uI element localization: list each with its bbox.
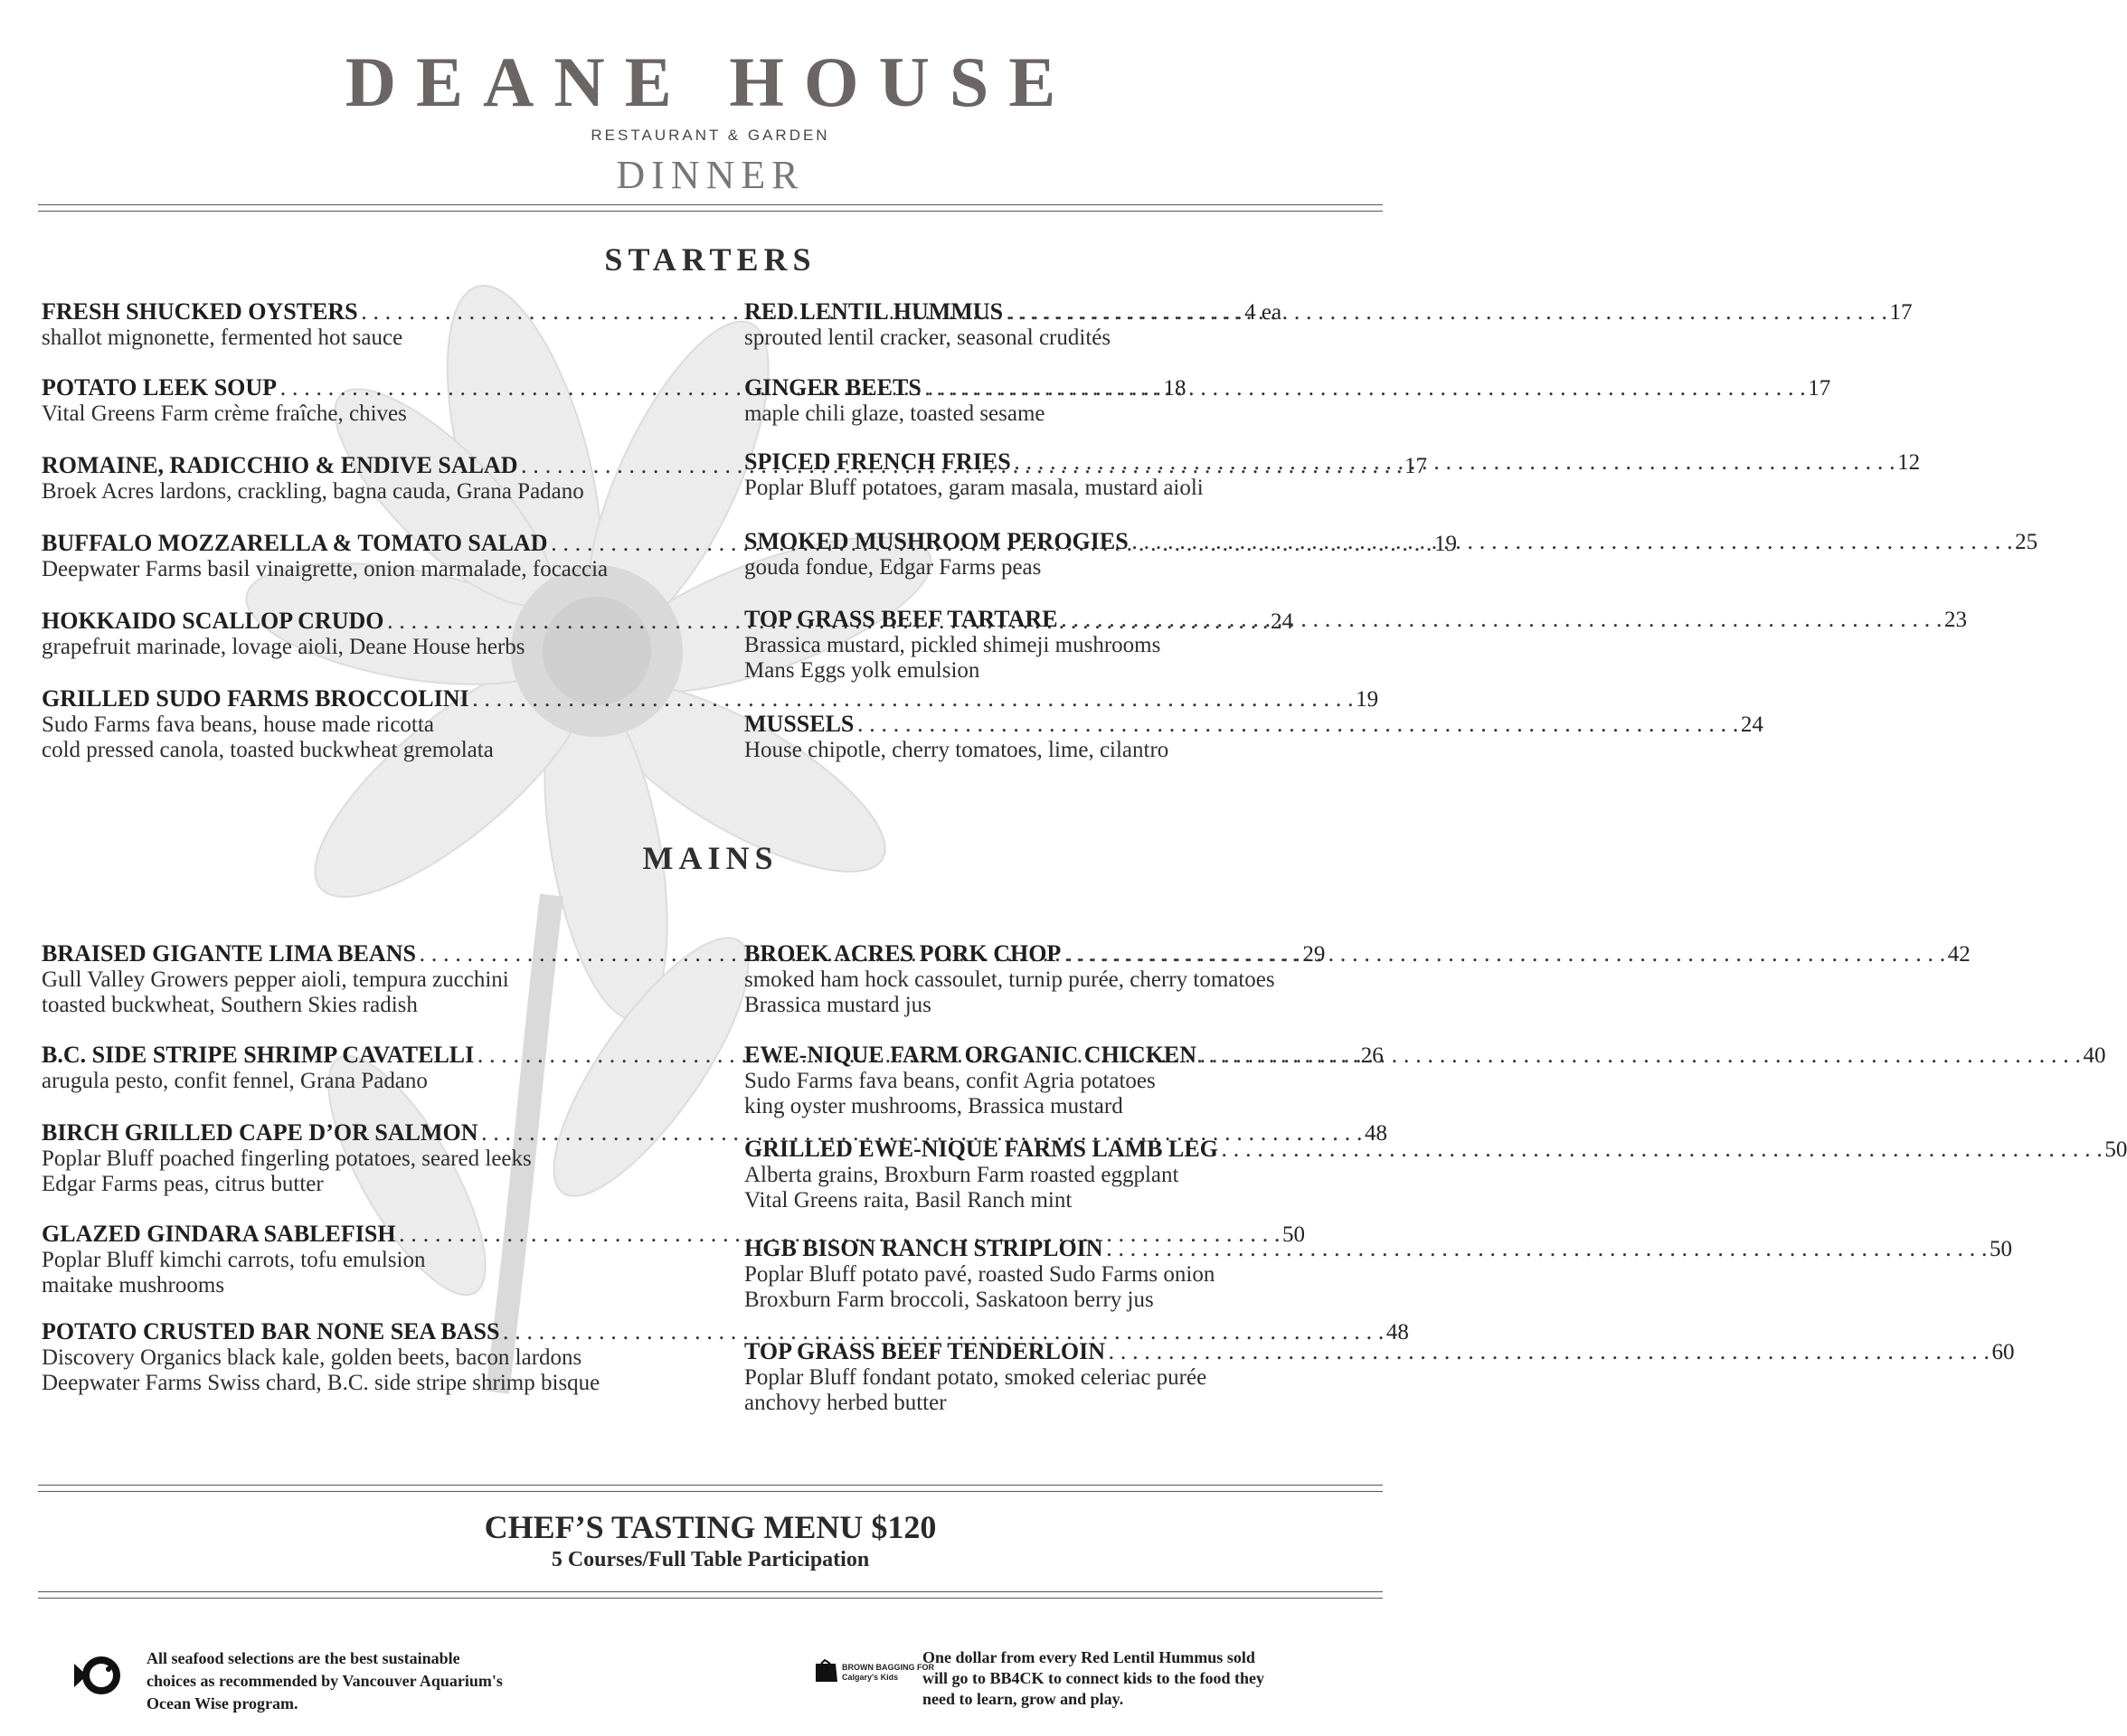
item-desc: sprouted lentil cracker, seasonal crudités: [744, 326, 1111, 350]
item-name: B.C. SIDE STRIPE SHRIMP CAVATELLI: [42, 1042, 475, 1068]
item-name: HGB BISON RANCH STRIPLOIN: [744, 1235, 1103, 1261]
bb4ck-note: One dollar from every Red Lentil Hummus sold will go to BB4CK to connect kids to the food they need to learn, grow and play.: [922, 1648, 1264, 1708]
item-desc: Brassica mustard jus: [744, 993, 931, 1017]
item-price: 17: [1808, 376, 1831, 401]
bb4ck-logo: [814, 1658, 934, 1685]
item-price: 60: [1991, 1340, 2015, 1364]
tasting-bottom-divider: [38, 1591, 1383, 1599]
item-price: 40: [2083, 1043, 2106, 1068]
item-price: 48: [1385, 1320, 1409, 1344]
item-price: 19: [1356, 687, 1379, 712]
tasting-title: CHEF’S TASTING MENU $120: [484, 1509, 937, 1545]
item-desc: Gull Valley Growers pepper aioli, tempura zucchini: [42, 967, 509, 992]
item-name: TOP GRASS BEEF TENDERLOIN: [744, 1338, 1106, 1364]
item-name: FRESH SHUCKED OYSTERS: [42, 298, 358, 325]
item-desc: Poplar Bluff potatoes, garam masala, mustard aioli: [744, 476, 1204, 500]
item-desc: gouda fondue, Edgar Farms peas: [744, 555, 1042, 580]
item-name: BRAISED GIGANTE LIMA BEANS: [42, 940, 416, 967]
item-desc: Deepwater Farms basil vinaigrette, onion marmalade, focaccia: [42, 557, 609, 581]
mains-title: MAINS: [642, 840, 779, 876]
item-desc: cold pressed canola, toasted buckwheat gremolata: [42, 738, 494, 762]
item-desc: Poplar Bluff poached fingerling potatoes, seared leeks: [42, 1146, 532, 1171]
item-desc: Poplar Bluff kimchi carrots, tofu emulsion: [42, 1248, 426, 1272]
item-price: 48: [1364, 1121, 1387, 1146]
item-desc: shallot mignonette, fermented hot sauce: [42, 326, 403, 350]
item-price: 24: [1740, 712, 1763, 737]
item-desc: anchovy herbed butter: [744, 1391, 947, 1415]
item-desc: Deepwater Farms Swiss chard, B.C. side stripe shrimp bisque: [42, 1371, 600, 1395]
starters-title: STARTERS: [604, 241, 817, 278]
tasting-subtitle: 5 Courses/Full Table Participation: [551, 1548, 870, 1571]
item-desc: grapefruit marinade, lovage aioli, Deane House herbs: [42, 635, 525, 659]
item-desc: House chipotle, cherry tomatoes, lime, cilantro: [744, 738, 1169, 762]
menu-item: [744, 298, 1913, 351]
item-desc: toasted buckwheat, Southern Skies radish: [42, 993, 418, 1017]
item-name: RED LENTIL HUMMUS: [744, 298, 1004, 325]
item-price: 24: [1270, 609, 1293, 634]
item-desc: Poplar Bluff fondant potato, smoked celeriac purée: [744, 1365, 1207, 1390]
item-desc: Broek Acres lardons, crackling, bagna cauda, Grana Padano: [42, 479, 584, 504]
item-desc: Vital Greens raita, Basil Ranch mint: [744, 1188, 1073, 1212]
menu-item: [744, 1136, 2127, 1213]
item-name: SPICED FRENCH FRIES: [744, 448, 1011, 475]
item-desc: Sudo Farms fava beans, house made ricotta: [42, 712, 434, 737]
menu-item: [744, 1042, 2106, 1119]
item-price: 23: [1944, 608, 1968, 632]
item-name: EWE-NIQUE FARM ORGANIC CHICKEN: [744, 1042, 1197, 1068]
item-price: 17: [1404, 454, 1427, 478]
item-name: POTATO LEEK SOUP: [42, 374, 278, 401]
menu-item: [744, 374, 1831, 427]
item-desc: Edgar Farms peas, citrus butter: [42, 1172, 324, 1196]
item-name: POTATO CRUSTED BAR NONE SEA BASS: [42, 1318, 500, 1344]
item-price: 50: [2104, 1137, 2127, 1162]
item-price: 29: [1302, 942, 1326, 967]
bb4ck-logo-line1: BROWN BAGGING FOR: [842, 1663, 934, 1672]
item-price: 25: [2015, 530, 2038, 554]
item-price: 18: [1163, 376, 1186, 401]
item-desc: arugula pesto, confit fennel, Grana Padano: [42, 1069, 428, 1093]
item-name: BIRCH GRILLED CAPE D’OR SALMON: [42, 1119, 478, 1146]
item-price: 12: [1897, 450, 1921, 475]
tasting-top-divider: [38, 1485, 1383, 1492]
item-price: 26: [1360, 1043, 1384, 1068]
menu-meal-title: DINNER: [616, 153, 805, 197]
item-name: ROMAINE, RADICCHIO & ENDIVE SALAD: [42, 452, 518, 478]
item-desc: Alberta grains, Broxburn Farm roasted eggplant: [744, 1163, 1179, 1187]
item-price: 19: [1434, 532, 1458, 556]
item-desc: Sudo Farms fava beans, confit Agria potatoes: [744, 1069, 1156, 1093]
item-name: GLAZED GINDARA SABLEFISH: [42, 1221, 396, 1247]
item-name: TOP GRASS BEEF TARTARE: [744, 606, 1058, 632]
item-desc: Poplar Bluff potato pavé, roasted Sudo Farms onion: [744, 1262, 1215, 1287]
restaurant-name: DEANE HOUSE: [345, 42, 1076, 121]
item-desc: Brassica mustard, pickled shimeji mushrooms: [744, 633, 1161, 657]
item-name: SMOKED MUSHROOM PEROGIES: [744, 528, 1129, 554]
menu-item: [744, 711, 1763, 763]
menu-item: [744, 1338, 2015, 1416]
menu-item: [744, 940, 1971, 1018]
item-desc: smoked ham hock cassoulet, turnip purée, cherry tomatoes: [744, 967, 1275, 992]
item-desc: maple chili glaze, toasted sesame: [744, 401, 1045, 426]
item-price: 17: [1889, 300, 1913, 325]
tasting-menu: [0, 1508, 1421, 1572]
ocean-wise-note: All seafood selections are the best sustainable choices as recommended by Vancouver Aquarium's Ocean Wise program.: [147, 1649, 503, 1712]
item-price: 50: [1282, 1222, 1305, 1247]
menu-item: [744, 606, 1968, 684]
item-desc: Discovery Organics black kale, golden beets, bacon lardons: [42, 1345, 582, 1370]
item-price: 50: [1990, 1237, 2013, 1261]
item-name: MUSSELS: [744, 711, 855, 737]
item-desc: Vital Greens Farm crème fraîche, chives: [42, 401, 407, 426]
item-name: GRILLED EWE-NIQUE FARMS LAMB LEG: [744, 1136, 1218, 1162]
item-name: HOKKAIDO SCALLOP CRUDO: [42, 608, 384, 634]
item-desc: king oyster mushrooms, Brassica mustard: [744, 1094, 1123, 1118]
item-price: 42: [1947, 942, 1971, 967]
header-divider: [38, 204, 1383, 212]
item-desc: maitake mushrooms: [42, 1273, 225, 1297]
item-name: GRILLED SUDO FARMS BROCCOLINI: [42, 685, 469, 712]
ocean-wise-fish-icon: [72, 1655, 123, 1696]
bb4ck-logo-line2: Calgary's Kids: [842, 1673, 899, 1682]
menu-item: [744, 1235, 2013, 1313]
item-name: BROEK ACRES PORK CHOP: [744, 940, 1062, 967]
item-desc: Broxburn Farm broccoli, Saskatoon berry jus: [744, 1288, 1154, 1312]
item-name: GINGER BEETS: [744, 374, 922, 401]
item-price: 4 ea: [1244, 300, 1282, 325]
item-desc: Mans Eggs yolk emulsion: [744, 658, 980, 683]
restaurant-subtitle: RESTAURANT & GARDEN: [591, 127, 830, 144]
item-name: BUFFALO MOZZARELLA & TOMATO SALAD: [42, 530, 548, 556]
